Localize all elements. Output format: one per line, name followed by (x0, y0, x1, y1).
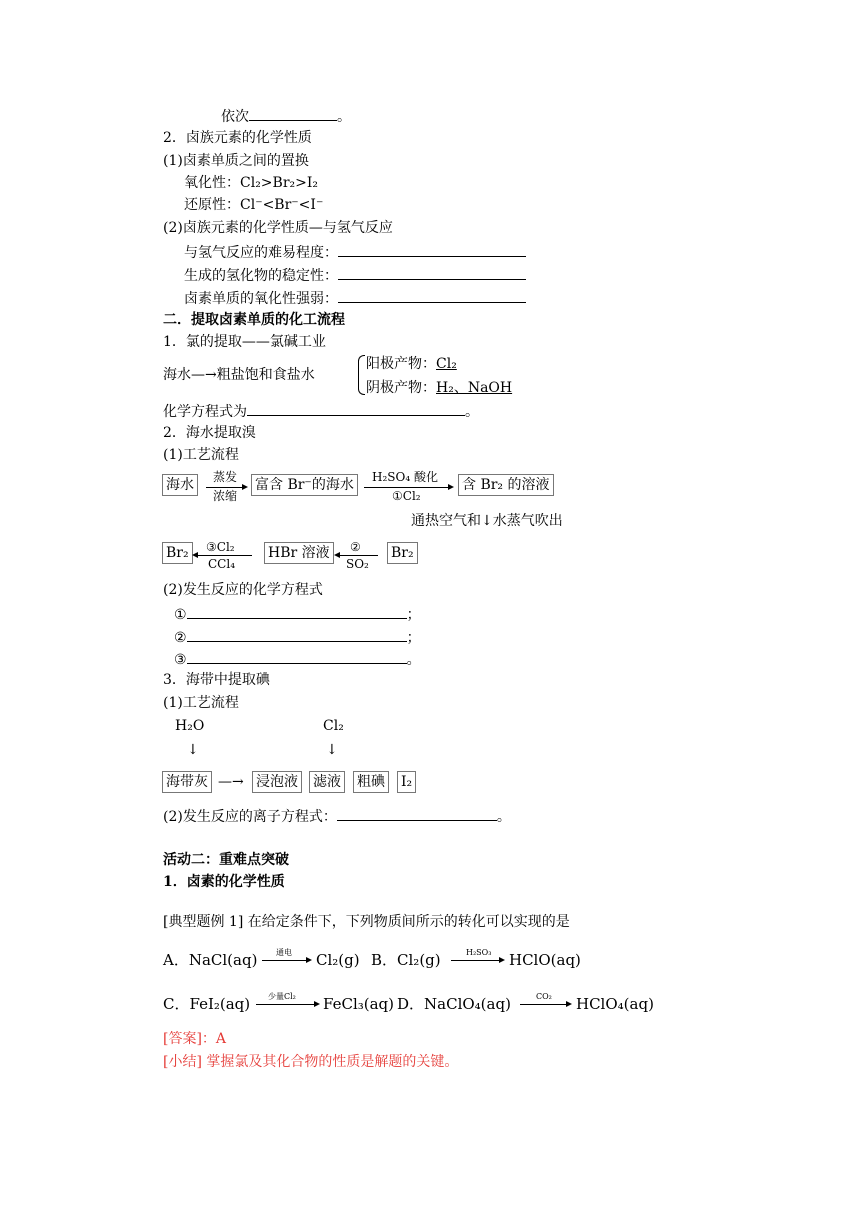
fill-blank[interactable] (187, 604, 407, 619)
reduction-line: 还原性：Cl⁻<Br⁻<I⁻ (184, 197, 324, 213)
arrow-label: ③Cl₂ (206, 540, 235, 554)
arrow-label: ② (350, 540, 361, 554)
fill-blank[interactable] (187, 627, 407, 642)
activity-heading: 活动二：重难点突破 (163, 852, 289, 868)
flow-box-crude-iodine: 粗碘 (353, 771, 389, 793)
down-arrow-icon: ↓ (326, 742, 338, 758)
hydride-stability-line: 生成的氢化物的稳定性： (184, 265, 526, 285)
fill-blank[interactable] (247, 401, 465, 416)
subsection-label: (1)卤素单质之间的置换 (163, 153, 309, 169)
option-c[interactable]: C．FeI₂(aq) (163, 995, 251, 1013)
anode-line: 阳极产物：Cl₂ (366, 356, 457, 372)
summary: [小结] 掌握氯及其化合物的性质是解题的关键。 (163, 1054, 459, 1070)
option-b[interactable]: B．Cl₂(g) (371, 951, 441, 969)
arrow-label: CCl₄ (208, 557, 236, 571)
bromine-heading: 2．海水提取溴 (163, 425, 256, 441)
fill-blank[interactable] (338, 288, 526, 303)
reaction-line-1: ① ； (174, 604, 421, 624)
process-label: (1)工艺流程 (163, 447, 239, 463)
equation-line: 化学方程式为 。 (163, 401, 479, 421)
arrow-label: SO₂ (346, 557, 369, 571)
arrow-left-icon (336, 555, 378, 556)
fill-blank[interactable] (337, 806, 497, 821)
option-a[interactable]: A．NaCl(aq) (163, 951, 258, 969)
cathode-line: 阴极产物：H₂、NaOH (366, 380, 513, 396)
part-heading: 二．提取卤素单质的化工流程 (163, 312, 345, 328)
flow-box-br-seawater: 富含 Br⁻的海水 (251, 474, 358, 496)
fill-blank[interactable] (338, 265, 526, 280)
option-b-product: HClO(aq) (509, 951, 581, 969)
brace-icon (358, 355, 365, 395)
h2-reaction-line: 与氢气反应的难易程度： (184, 242, 526, 262)
arrow-right-icon (520, 1004, 570, 1005)
example-question: [典型题例 1] 在给定条件下，下列物质间所示的转化可以实现的是 (163, 914, 570, 930)
answer: [答案]：A (163, 1031, 227, 1047)
flow-box-hbr: HBr 溶液 (264, 542, 334, 564)
flow-box-br2-solution: 含 Br₂ 的溶液 (458, 474, 554, 496)
reaction-condition: CO₂ (536, 992, 552, 1001)
arrow-right-icon: —→ (218, 774, 244, 790)
arrow-right-icon (256, 1004, 318, 1005)
oxidizing-strength-line: 卤素单质的氧化性强弱： (184, 288, 526, 308)
option-a-product: Cl₂(g) (316, 951, 360, 969)
arrow-right-icon (364, 487, 452, 488)
iodine-process-label: (1)工艺流程 (163, 695, 239, 711)
down-arrow-icon: ↓ (481, 513, 493, 529)
arrow-right-icon (262, 960, 310, 961)
down-arrow-icon: ↓ (187, 742, 199, 758)
fill-blank[interactable] (187, 649, 407, 664)
arrow-label: H₂SO₄ 酸化 (372, 470, 438, 484)
flow-box-br2-final: Br₂ (162, 542, 193, 564)
arrow-right-icon (206, 487, 246, 488)
fill-blank[interactable] (338, 242, 526, 257)
arrow-right-icon (451, 960, 503, 961)
reagent-cl2: Cl₂ (323, 718, 344, 734)
flow-box-seawater: 海水 (162, 474, 198, 496)
arrow-label: 浓缩 (213, 489, 238, 503)
reaction-label: (2)发生反应的化学方程式 (163, 582, 323, 598)
arrow-label: 蒸发 (213, 470, 238, 484)
flow-box-kelp-ash: 海带灰 (162, 771, 212, 793)
reaction-line-3: ③ 。 (174, 649, 421, 669)
oxidation-line: 氧化性：Cl₂>Br₂>I₂ (184, 175, 318, 191)
iodine-heading: 3．海带中提取碘 (163, 672, 270, 688)
reagent-h2o: H₂O (175, 718, 205, 734)
section-heading: 2．卤族元素的化学性质 (163, 130, 312, 146)
arrow-label: ①Cl₂ (392, 489, 421, 503)
subsection-label: (2)卤族元素的化学性质—与氢气反应 (163, 220, 393, 236)
activity-subheading: 1．卤素的化学性质 (163, 874, 285, 890)
air-blow-note: 通热空气和↓水蒸气吹出 (411, 513, 563, 529)
option-d-product: HClO₄(aq) (576, 995, 654, 1013)
flow-box-leachate: 浸泡液 (252, 771, 302, 793)
arrow-left-icon (194, 555, 252, 556)
reaction-condition: 通电 (276, 948, 292, 957)
seawater-flow: 海水—→粗盐饱和食盐水 (163, 367, 315, 383)
flow-box-filtrate: 滤液 (309, 771, 345, 793)
chlorine-heading: 1．氯的提取——氯碱工业 (163, 334, 326, 350)
reaction-line-2: ② ； (174, 627, 421, 647)
ionic-equation-line: (2)发生反应的离子方程式： 。 (163, 806, 511, 826)
fill-blank[interactable] (249, 106, 337, 121)
flow-box-iodine: I₂ (397, 771, 416, 793)
option-c-product: FeCl₃(aq) (323, 995, 395, 1013)
reaction-condition: 少量Cl₂ (268, 992, 296, 1001)
option-d[interactable]: D．NaClO₄(aq) (397, 995, 511, 1013)
flow-box-br2: Br₂ (387, 542, 418, 564)
intro-line: 依次 。 (221, 106, 351, 126)
reaction-condition: H₂SO₃ (466, 948, 492, 957)
